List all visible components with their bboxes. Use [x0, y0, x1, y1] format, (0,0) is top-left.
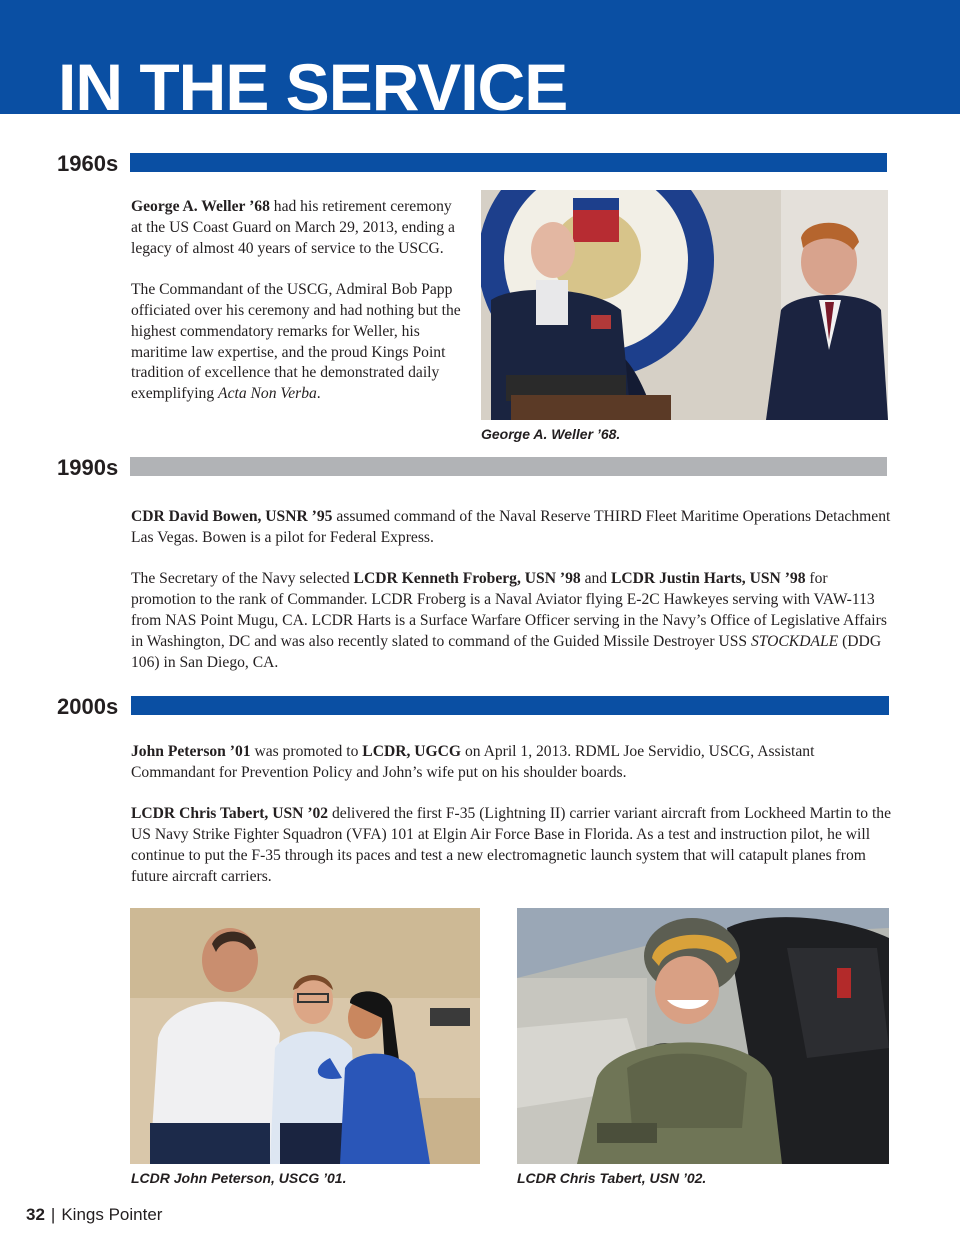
paragraph-bowen: CDR David Bowen, USNR ’95 assumed command of the Naval Reserve THIRD Fleet Maritime Operations Detachment Las Vegas. Bowen is a pilot for Federal Express.: [131, 508, 891, 546]
paragraph-peterson: John Peterson ’01 was promoted to LCDR, UGCG on April 1, 2013. RDML Joe Servidio, USCG, Assistant Commandant for Prevention Policy and John’s wife put on his shoulder boards.: [131, 743, 815, 781]
paragraph-weller-retirement: George A. Weller ’68 had his retirement ceremony at the US Coast Guard on March 29, 2013, ending a legacy of almost 40 years of service to the USCG.: [131, 198, 455, 257]
paragraph-promotions: The Secretary of the Navy selected LCDR Kenneth Froberg, USN ’98 and LCDR Justin Harts, USN ’98 for promotion to the rank of Commander. LCDR Froberg is a Naval Aviator flying E-2C Hawkeyes serving with VAW-113 from NAS Point Mugu, CA. LCDR Harts is a Surface Warfare Officer serving in the Navy’s Office of Legislative Affairs in Washington, DC and was also recently slated to command of the Guided Missile Destroyer USS STOCKDALE (DDG 106) in San Diego, CA.: [131, 570, 887, 671]
ship-name: STOCKDALE: [750, 632, 839, 650]
footer-separator: |: [50, 1205, 56, 1224]
article-1990s: [131, 507, 891, 673]
section-heading-1960s: 1960s: [57, 151, 119, 176]
person-name: CDR David Bowen, USNR ’95: [131, 508, 333, 525]
section-rule-1960s: [130, 153, 887, 172]
article-1960s: [131, 197, 461, 405]
motto-text: Acta Non Verba: [218, 385, 317, 403]
photo-weller-ceremony: [481, 190, 888, 420]
rank-text: LCDR, UGCG: [362, 743, 462, 760]
person-name: George A. Weller ’68: [131, 198, 270, 215]
page-footer: [26, 1205, 162, 1225]
paragraph-commandant: The Commandant of the USCG, Admiral Bob Papp officiated over his ceremony and had nothing but the highest commendatory remarks for Weller, his maritime law expertise, and the proud Kings Point tradition of excellence that he demonstrated daily exemplifying Acta Non Verba.: [131, 281, 461, 403]
paragraph-tabert: LCDR Chris Tabert, USN ’02 delivered the first F-35 (Lightning II) carrier variant aircraft from Lockheed Martin to the US Navy Strike Fighter Squadron (VFA) 101 at Elgin Air Force Base in Florida. As a test and instruction pilot, he will continue to put the F-35 through its paces and test a new electromagnetic launch system that will catapult planes from future aircraft carriers.: [131, 805, 891, 885]
photo-caption-tabert: LCDR Chris Tabert, USN ’02.: [517, 1170, 707, 1186]
photo-peterson-promotion: [130, 908, 480, 1164]
article-2000s: [131, 742, 891, 888]
photo-caption-peterson: LCDR John Peterson, USCG ’01.: [131, 1170, 347, 1186]
publication-name: Kings Pointer: [61, 1205, 163, 1224]
header-banner: [0, 0, 960, 114]
section-rule-1990s: [130, 457, 887, 476]
section-heading-2000s: 2000s: [57, 694, 119, 719]
photo-caption-weller: George A. Weller ’68.: [481, 426, 621, 442]
section-heading-1990s: 1990s: [57, 455, 119, 480]
person-name: John Peterson ’01: [131, 743, 251, 760]
photo-tabert-cockpit: [517, 908, 889, 1164]
page-number: 32: [26, 1205, 45, 1224]
section-rule-2000s: [131, 696, 889, 715]
page-title: IN THE SERVICE: [58, 54, 568, 114]
person-name: LCDR Kenneth Froberg, USN ’98: [353, 570, 581, 588]
person-name: LCDR Justin Harts, USN ’98: [610, 570, 806, 588]
person-name: LCDR Chris Tabert, USN ’02: [131, 805, 329, 823]
